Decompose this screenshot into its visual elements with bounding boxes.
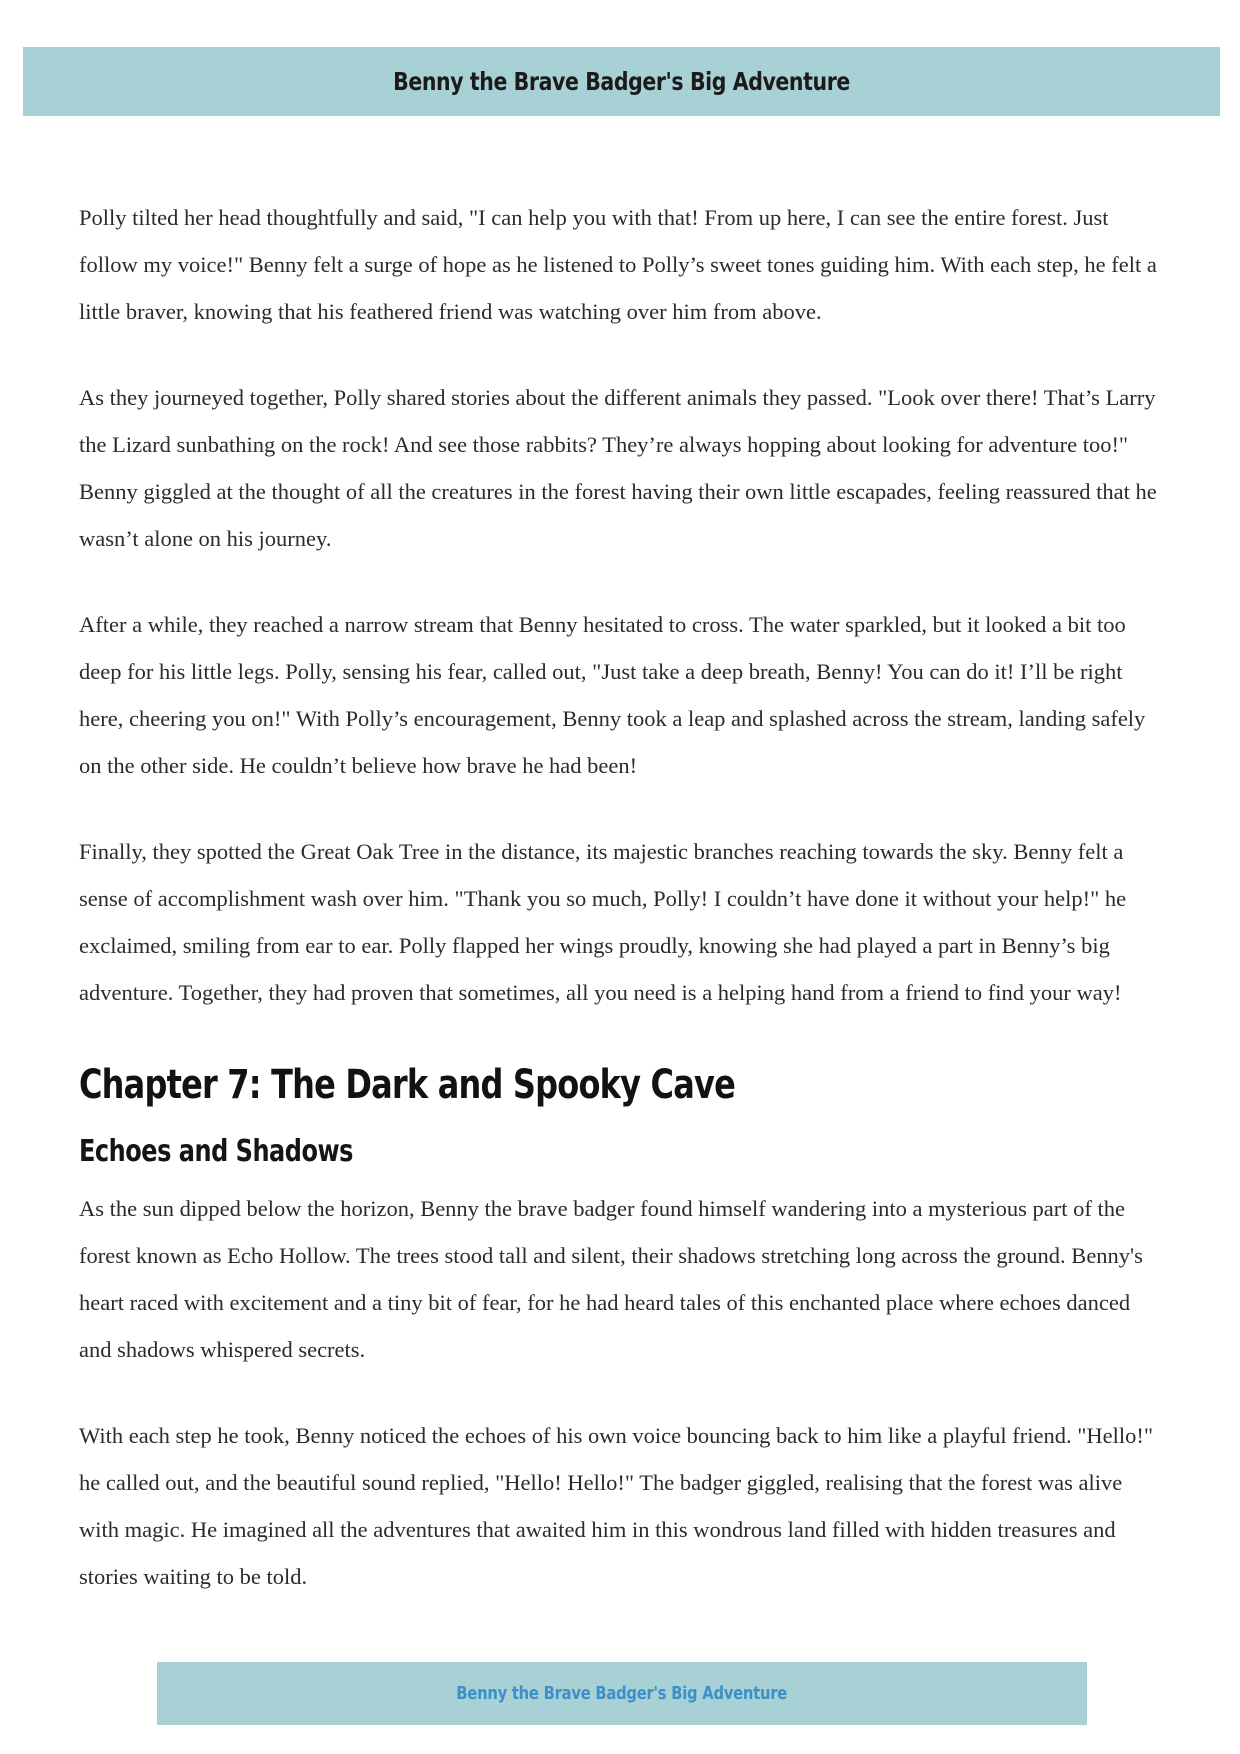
body-paragraph: After a while, they reached a narrow stream that Benny hesitated to cross. The water sparkled, but it looked a bit too deep for his little legs. Polly, sensing his fear, called out, "Just take a deep breath, Benny! You can do it! I’ll be right here, cheering you on!" With Polly’s encouragement, Benny took a leap and splashed across the stream, landing safely on the other side. He couldn’t believe how brave he had been! (79, 612, 1146, 778)
document-body (79, 194, 1164, 1600)
page-header (23, 47, 1220, 116)
body-paragraph: Finally, they spotted the Great Oak Tree in the distance, its majestic branches reaching towards the sky. Benny felt a sense of accomplishment wash over him. "Thank you so much, Polly! I couldn’t have done it without your help!" he exclaimed, smiling from ear to ear. Polly flapped her wings proudly, knowing she had played a part in Benny’s big adventure. Together, they had proven that sometimes, all you need is a helping hand from a friend to find your way! (79, 839, 1127, 1005)
page-footer-title: Benny the Brave Badger's Big Adventure (456, 1683, 788, 1704)
section-title: Echoes and Shadows (79, 1134, 353, 1169)
body-paragraph: With each step he took, Benny noticed the echoes of his own voice bouncing back to him like a playful friend. "Hello!" he called out, and the beautiful sound replied, "Hello! Hello!" The badger giggled, realising that the forest was alive with magic. He imagined all the adventures that awaited him in this wondrous land filled with hidden treasures and stories waiting to be told. (79, 1423, 1154, 1589)
page-footer (157, 1662, 1087, 1725)
body-paragraph: Polly tilted her head thoughtfully and said, "I can help you with that! From up here, I can see the entire forest. Just follow my voice!" Benny felt a surge of hope as he listened to Polly’s sweet tones guiding him. With each step, he felt a little braver, knowing that his feathered friend was watching over him from above. (79, 205, 1157, 324)
body-paragraph: As they journeyed together, Polly shared stories about the different animals they passed. "Look over there! That’s Larry the Lizard sunbathing on the rock! And see those rabbits? They’re always hopping about looking for adventure too!" Benny giggled at the thought of all the creatures in the forest having their own little escapades, feeling reassured that he wasn’t alone on his journey. (79, 385, 1157, 551)
body-paragraph: As the sun dipped below the horizon, Benny the brave badger found himself wandering into a mysterious part of the forest known as Echo Hollow. The trees stood tall and silent, their shadows stretching long across the ground. Benny's heart raced with excitement and a tiny bit of fear, for he had heard tales of this enchanted place where echoes danced and shadows whispered secrets. (79, 1196, 1143, 1362)
chapter-title: Chapter 7: The Dark and Spooky Cave (79, 1062, 735, 1108)
page-header-title: Benny the Brave Badger's Big Adventure (393, 67, 850, 96)
